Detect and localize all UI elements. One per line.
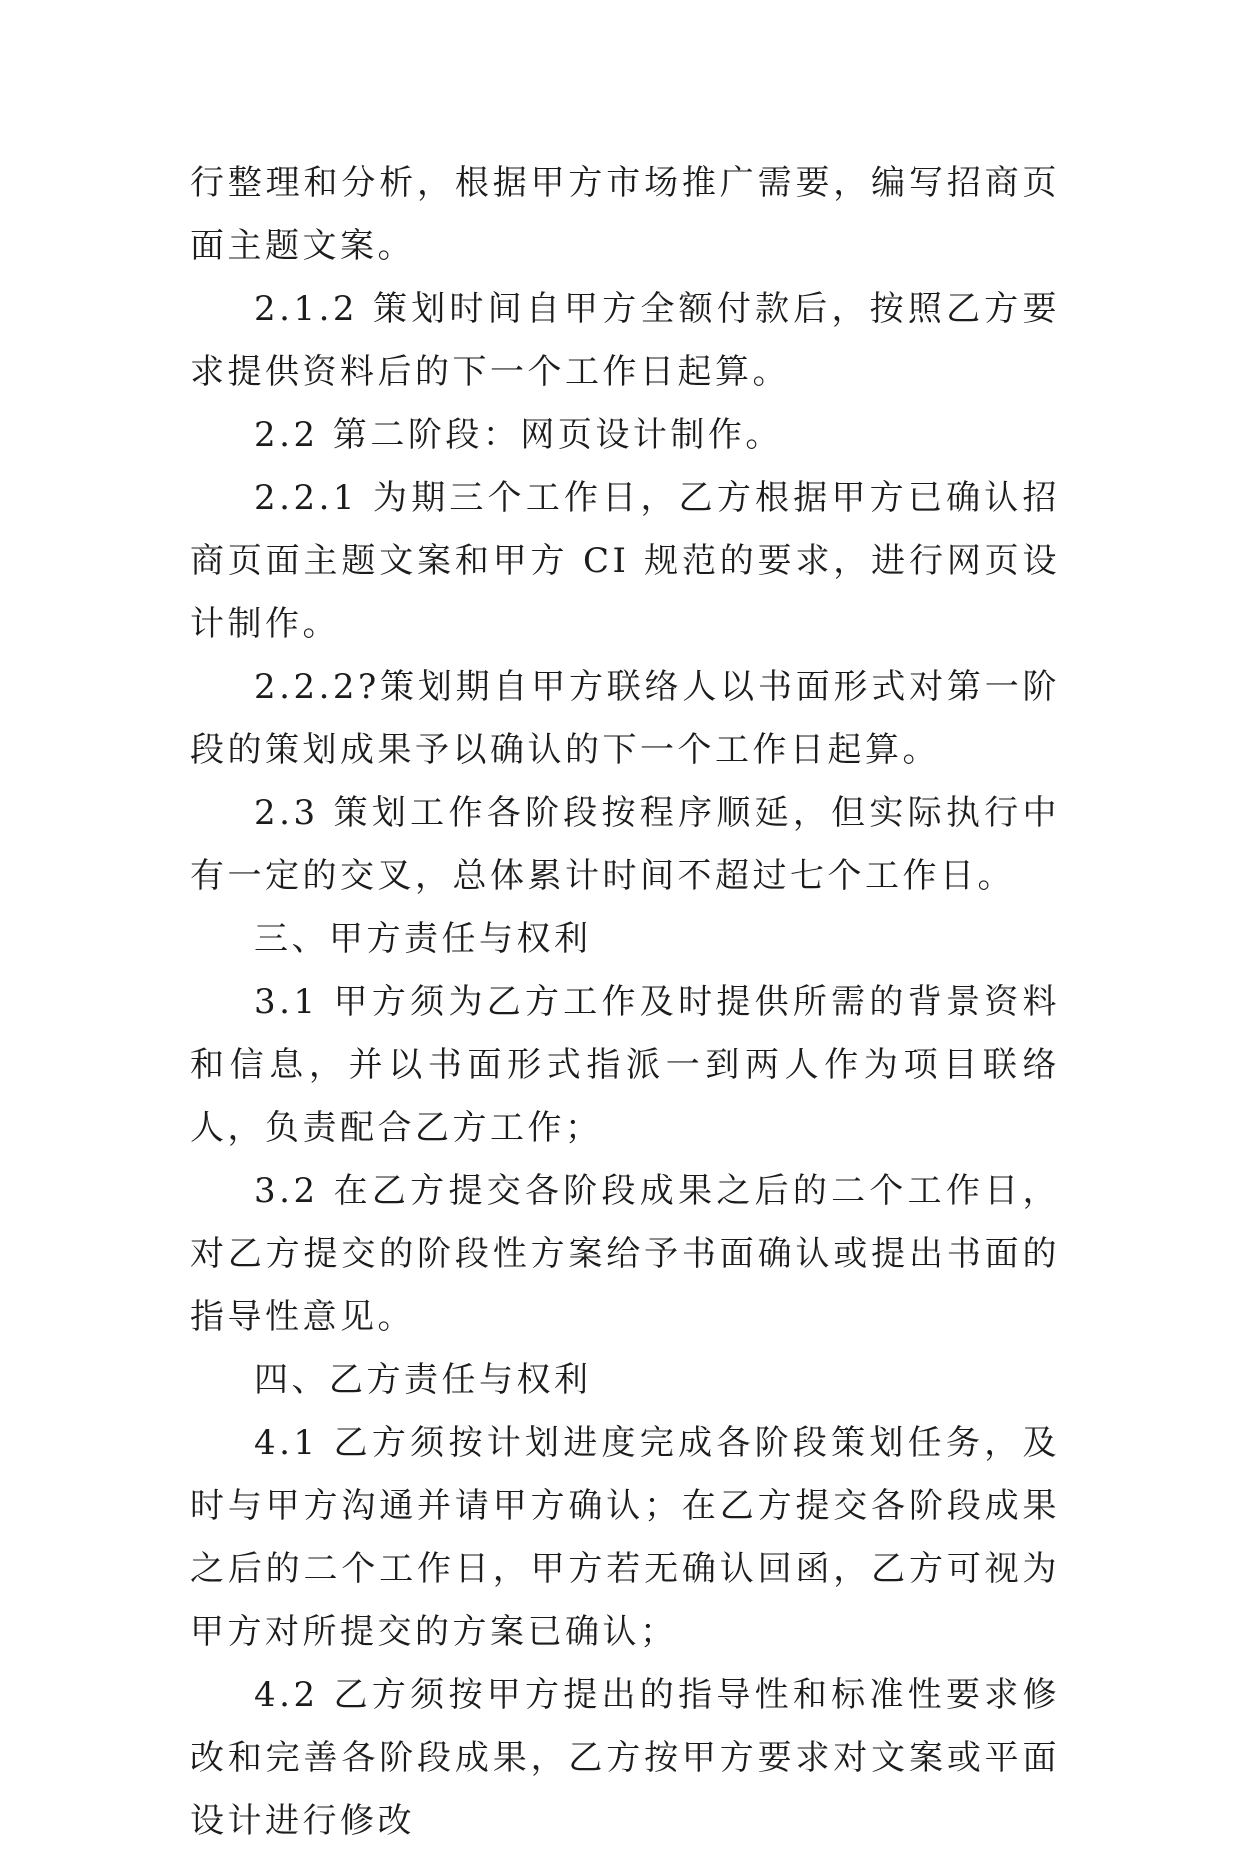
paragraph-3: 2.2 第二阶段：网页设计制作。 xyxy=(254,415,783,455)
document-body xyxy=(190,152,1060,1853)
paragraph-8: 3.1 甲方须为乙方工作及时提供所需的背景资料和信息，并以书面形式指派一到两人作为项目联络人，负责配合乙方工作； xyxy=(190,982,1060,1148)
paragraph-2: 2.1.2 策划时间自甲方全额付款后，按照乙方要求提供资料后的下一个工作日起算。 xyxy=(190,289,1060,392)
paragraph-1: 行整理和分析，根据甲方市场推广需要，编写招商页面主题文案。 xyxy=(190,163,1060,266)
paragraph-9: 3.2 在乙方提交各阶段成果之后的二个工作日，对乙方提交的阶段性方案给予书面确认或提出书面的指导性意见。 xyxy=(190,1171,1060,1337)
paragraph-4: 2.2.1 为期三个工作日，乙方根据甲方已确认招商页面主题文案和甲方 CI 规范的要求，进行网页设计制作。 xyxy=(190,478,1060,644)
paragraph-5: 2.2.2?策划期自甲方联络人以书面形式对第一阶段的策划成果予以确认的下一个工作日起算。 xyxy=(190,667,1060,770)
paragraph-12: 4.2 乙方须按甲方提出的指导性和标准性要求修改和完善各阶段成果，乙方按甲方要求对文案或平面设计进行修改 xyxy=(190,1675,1060,1841)
paragraph-11: 4.1 乙方须按计划进度完成各阶段策划任务，及时与甲方沟通并请甲方确认；在乙方提交各阶段成果之后的二个工作日，甲方若无确认回函，乙方可视为甲方对所提交的方案已确认； xyxy=(190,1423,1060,1652)
section-heading-4: 四、乙方责任与权利 xyxy=(254,1360,592,1400)
section-heading-3: 三、甲方责任与权利 xyxy=(254,919,592,959)
paragraph-6: 2.3 策划工作各阶段按程序顺延，但实际执行中有一定的交叉，总体累计时间不超过七个工作日。 xyxy=(190,793,1060,896)
